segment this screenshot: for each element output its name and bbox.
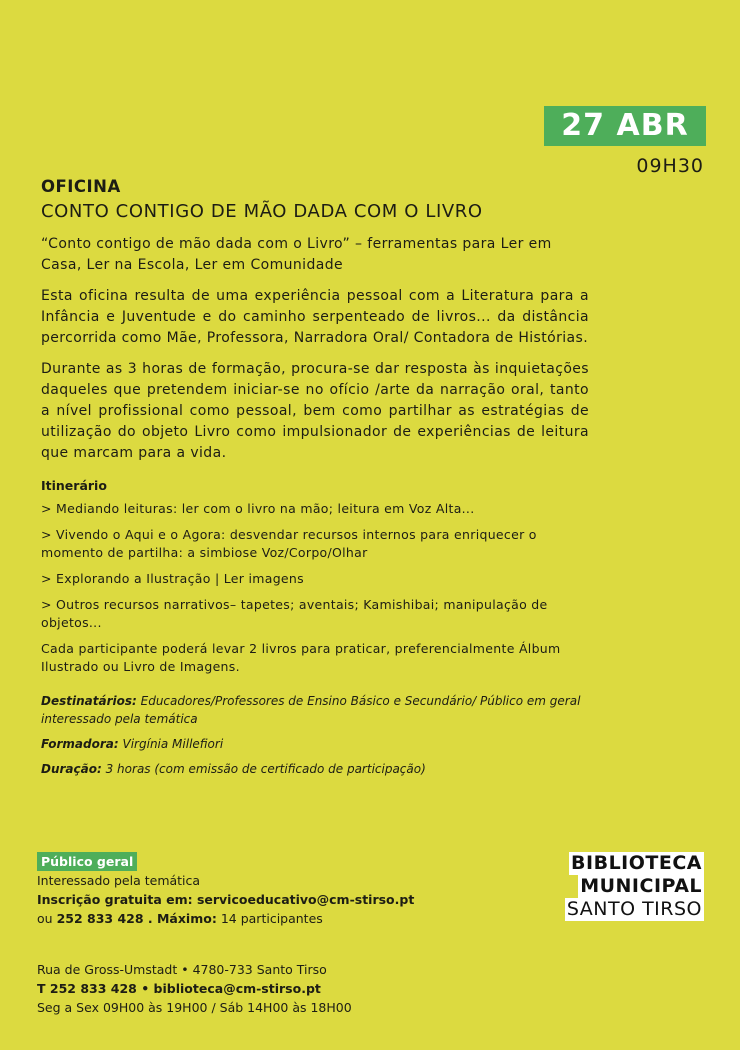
registration-block <box>37 852 437 928</box>
event-date: 27 ABR <box>561 108 689 143</box>
itinerary-item: > Outros recursos narrativos– tapetes; aventais; Kamishibai; manipulação de objetos... <box>41 597 548 630</box>
phone-line <box>37 909 437 928</box>
audience-label: Destinatários: <box>41 694 137 708</box>
audience-value: Educadores/Professores de Ensino Básico e Secundário/ Público em geral interessado pela temática <box>41 694 581 726</box>
duration-value: 3 horas (com emissão de certificado de participação) <box>105 762 426 776</box>
itinerary-item: > Vivendo o Aqui e o Agora: desvendar recursos internos para enriquecer o momento de partilha: a simbiose Voz/Corpo/Olhar <box>41 527 537 560</box>
signup-info[interactable]: Inscrição gratuita em: servicoeducativo@cm-stirso.pt <box>37 892 415 907</box>
library-logo <box>548 852 704 921</box>
trainer-detail <box>41 735 589 753</box>
itinerary-item: > Mediando leituras: ler com o livro na mão; leitura em Voz Alta... <box>41 501 475 516</box>
opening-hours: Seg a Sex 09H00 às 19H00 / Sáb 14H00 às 18H00 <box>37 1000 352 1015</box>
audience-badge: Público geral <box>37 852 137 871</box>
max-participants: 14 participantes <box>220 911 323 926</box>
event-time: 09H30 <box>636 155 704 177</box>
logo-line-3: SANTO TIRSO <box>566 898 702 920</box>
event-kicker: OFICINA <box>41 177 121 196</box>
description-paragraph: Esta oficina resulta de uma experiência pessoal com a Literatura para a Infância e Juventude e do caminho serpenteado de livros... da distância percorrida como Mãe, Professora, Narradora Oral/ Contadora de Histórias. <box>41 288 589 346</box>
trainer-label: Formadora: <box>41 737 119 751</box>
duration-label: Duração: <box>41 762 102 776</box>
logo-line-1: BIBLIOTECA <box>571 852 702 874</box>
duration-detail <box>41 760 589 778</box>
event-title: CONTO CONTIGO DE MÃO DADA COM O LIVRO <box>41 201 483 222</box>
itinerary-item: > Explorando a Ilustração | Ler imagens <box>41 571 304 586</box>
street-address: Rua de Gross-Umstadt • 4780-733 Santo Tirso <box>37 962 327 977</box>
footer-address <box>37 960 437 1017</box>
logo-line-2: MUNICIPAL <box>580 875 702 897</box>
event-content <box>41 176 589 785</box>
itinerary-heading: Itinerário <box>41 478 107 493</box>
description-paragraph: Durante as 3 horas de formação, procura-se dar resposta às inquietações daqueles que pretendem iniciar-se no ofício /arte da narração oral, tanto a nível profissional como pessoal, bem como partilhar as estratégias de utilização do objeto Livro como impulsionador de experiências de leitura que marcam para a vida. <box>41 361 589 461</box>
trainer-value: Virgínia Millefiori <box>122 737 224 751</box>
audience-detail <box>41 692 589 728</box>
registration-subtitle: Interessado pela temática <box>37 873 201 888</box>
or-text: ou <box>37 911 53 926</box>
date-badge <box>544 106 706 146</box>
phone-number[interactable]: 252 833 428 . Máximo: <box>56 911 217 926</box>
event-lead: “Conto contigo de mão dada com o Livro” – ferramentas para Ler em Casa, Ler na Escola, Ler em Comunidade <box>41 236 552 273</box>
participant-note: Cada participante poderá levar 2 livros para praticar, preferencialmente Álbum Ilustrado ou Livro de Imagens. <box>41 641 561 674</box>
contact-line[interactable]: T 252 833 428 • biblioteca@cm-stirso.pt <box>37 981 321 996</box>
